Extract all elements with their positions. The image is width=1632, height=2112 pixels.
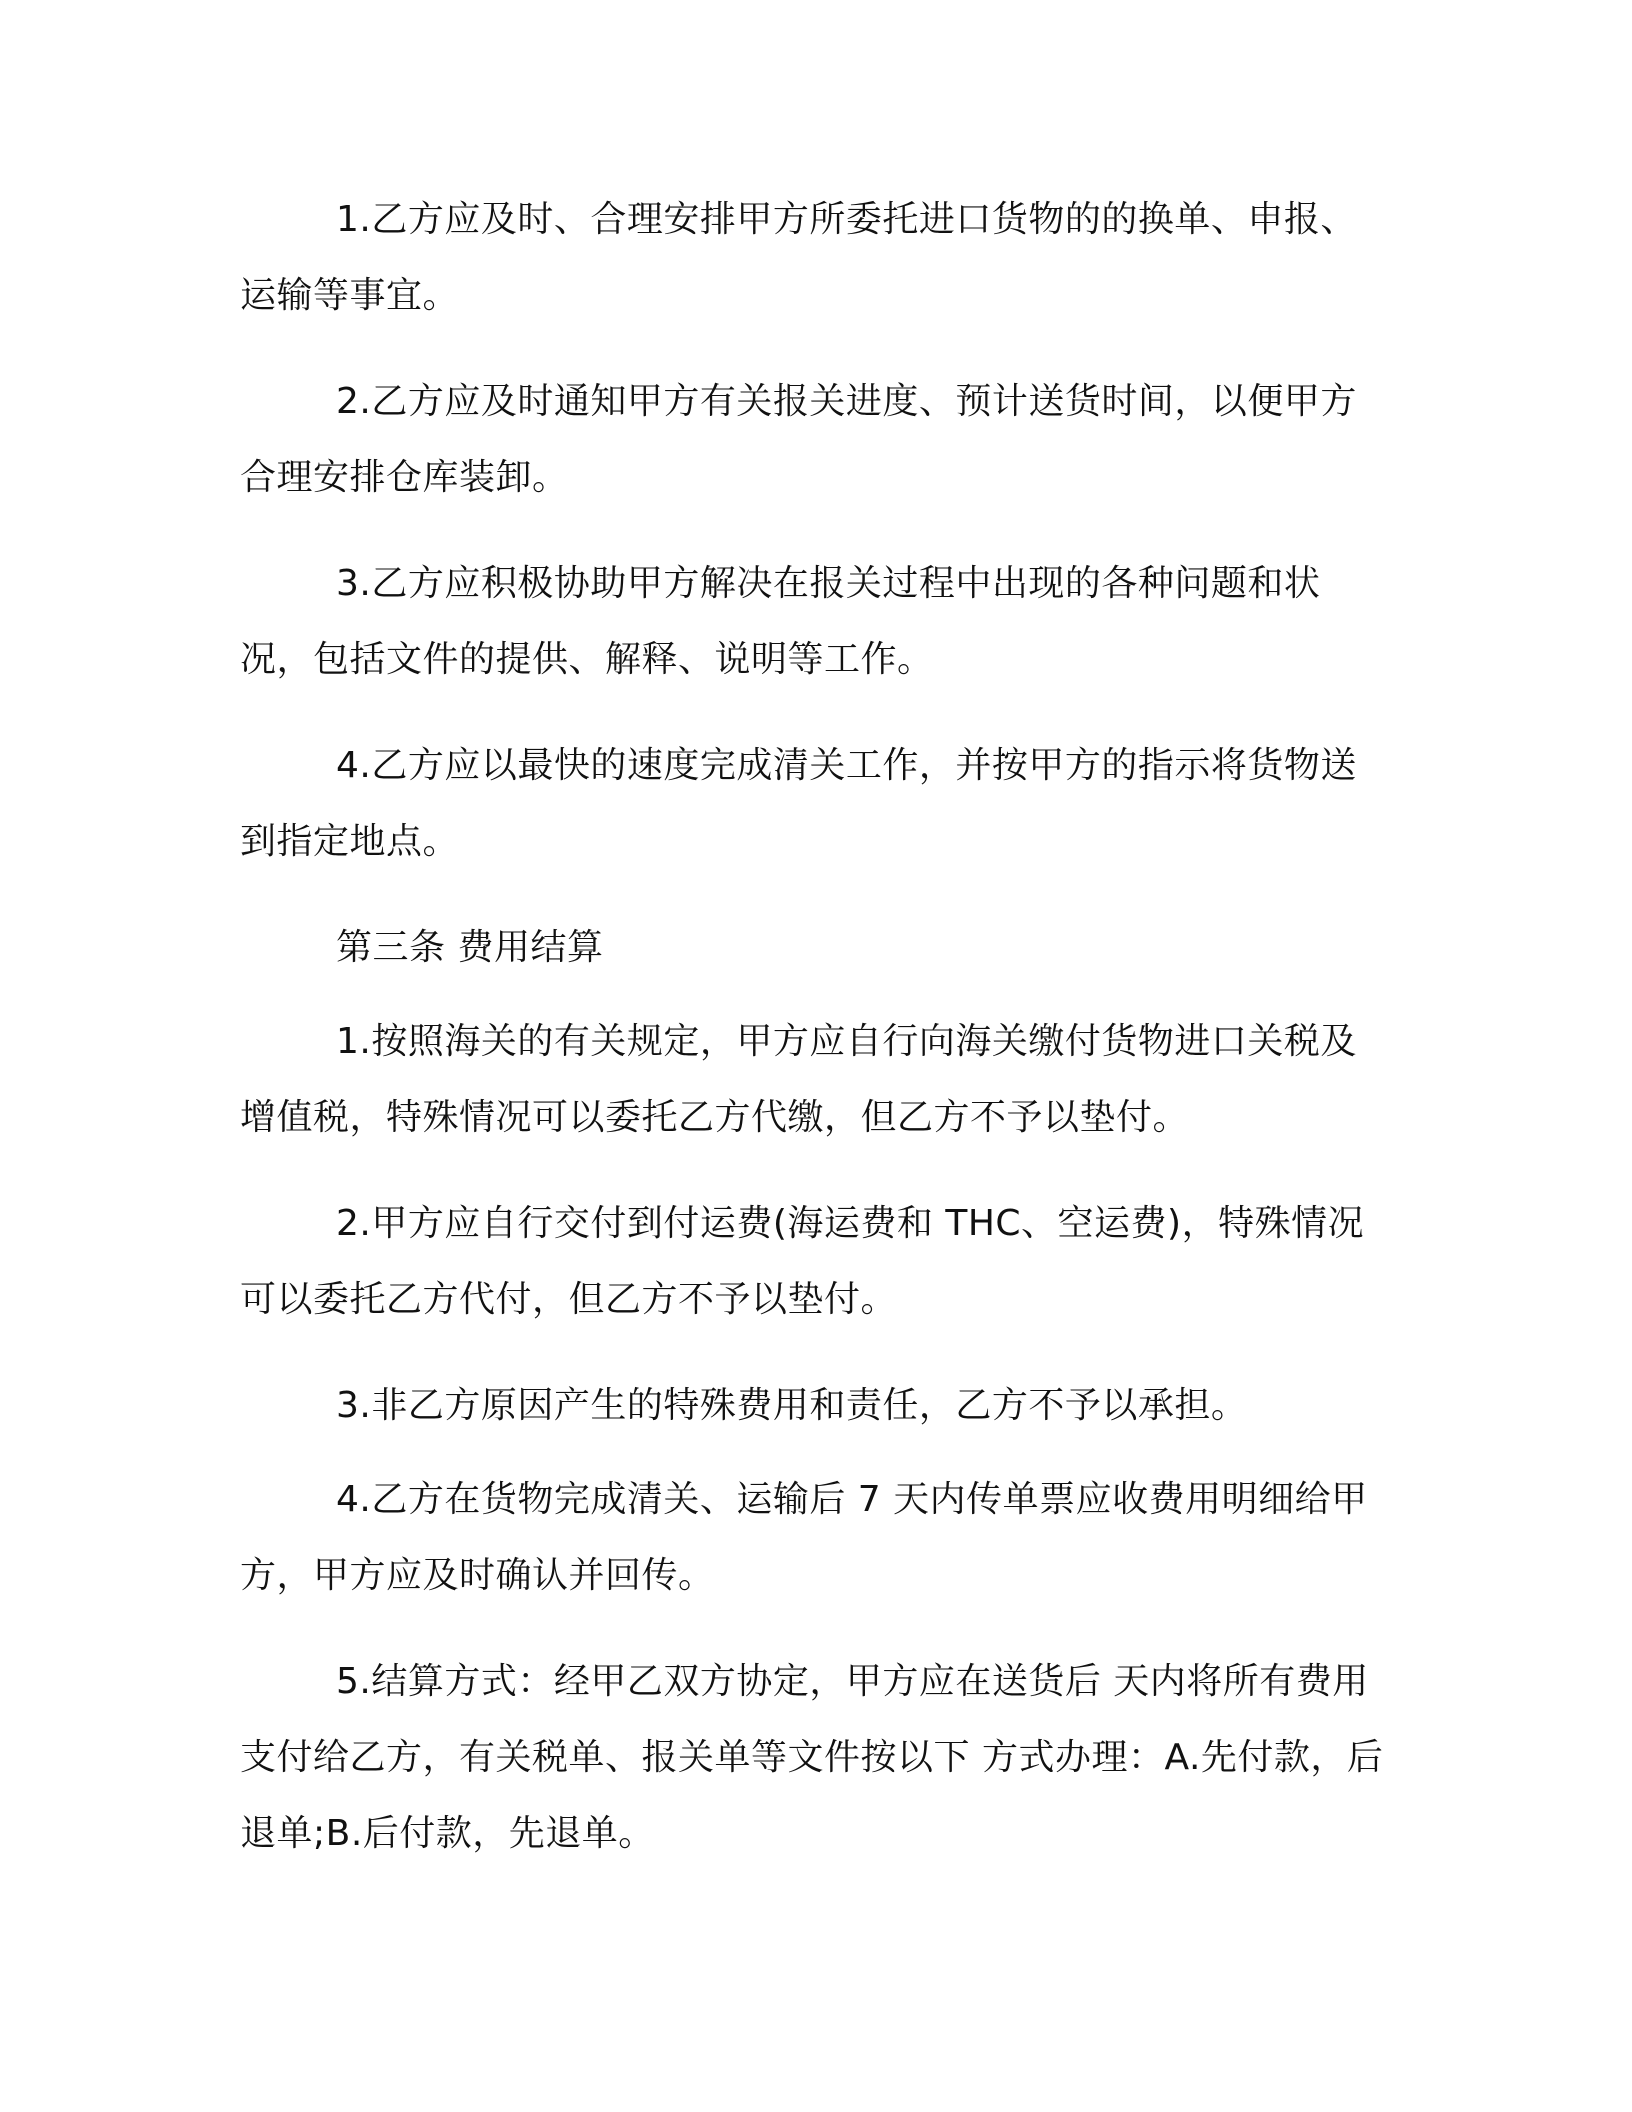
fee-paragraph-3: 3.非乙方原因产生的特殊费用和责任，乙方不予以承担。	[336, 1385, 1248, 1426]
clause-paragraph-2: 2.乙方应及时通知甲方有关报关进度、预计送货时间，以便甲方合理安排仓库装卸。	[240, 381, 1357, 498]
fee-paragraph-1: 1.按照海关的有关规定，甲方应自行向海关缴付货物进口关税及增值税，特殊情况可以委托乙方代缴，但乙方不予以垫付。	[240, 1021, 1357, 1138]
fee-paragraph-4: 4.乙方在货物完成清关、运输后 7 天内传单票应收费用明细给甲方，甲方应及时确认并回传。	[240, 1479, 1368, 1596]
fee-paragraph-5: 5.结算方式：经甲乙双方协定，甲方应在送货后 天内将所有费用支付给乙方，有关税单、报关单等文件按以下 方式办理：A.先付款，后退单;B.后付款，先退单。	[240, 1661, 1384, 1854]
clause-paragraph-1: 1.乙方应及时、合理安排甲方所委托进口货物的的换单、申报、运输等事宜。	[240, 199, 1357, 316]
fee-paragraph-2: 2.甲方应自行交付到付运费(海运费和 THC、空运费)，特殊情况可以委托乙方代付，但乙方不予以垫付。	[240, 1203, 1365, 1320]
section-heading: 第三条 费用结算	[336, 927, 604, 968]
clause-paragraph-4: 4.乙方应以最快的速度完成清关工作，并按甲方的指示将货物送到指定地点。	[240, 745, 1357, 862]
clause-paragraph-3: 3.乙方应积极协助甲方解决在报关过程中出现的各种问题和状况，包括文件的提供、解释、说明等工作。	[240, 563, 1321, 680]
